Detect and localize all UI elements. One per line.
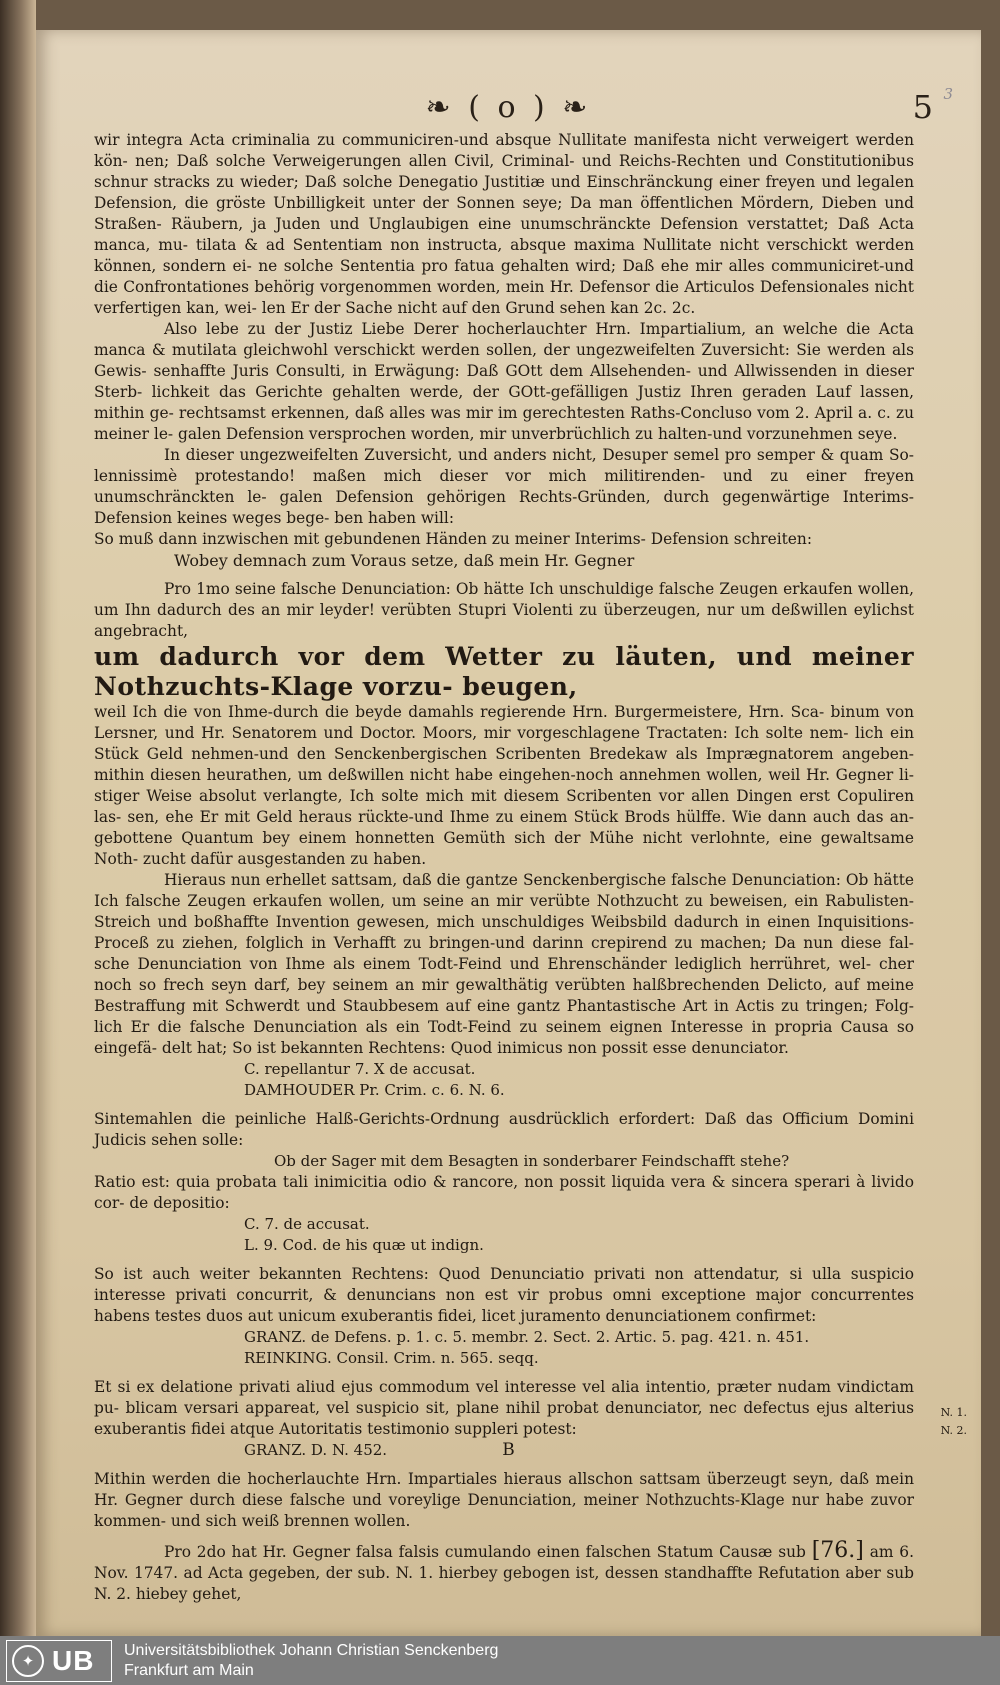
library-name	[124, 1641, 498, 1681]
paragraph-7: weil Ich die von Ihme-durch die beyde damahls regierende Hrn. Burgermeistere, Hrn. Sca- binum von Lersner, und Hr. Senatorem und Doctor. Moors, mir vorgeschlagene Tractaten: Ich solte nem- lich ein Stück Geld nehmen-und den Senckenbergischen Scribenten Bredekaw als Imprægnatorem angeben- mithin diesen heurathen, um deßwillen nicht habe eingehen-noch annehmen wollen, weil Hr. Gegner li- stiger Weise absolut verlangte, Ich solte mich mit diesem Scribenten vor allen Dingen erst Copuliren las- sen, ehe Er mit Geld heraus rückte-und Ihme zu einem Stück Brods hülffe. Wie dann auch das an- gebottene Quantum bey einem honnetten Gemüth sich der Mühe nicht verlohnte, eine gewaltsame Noth- zucht dafür ausgestanden zu haben.	[94, 703, 914, 868]
citation-4: L. 9. Cod. de his quæ ut indign.	[244, 1236, 484, 1254]
logo-text: UB	[52, 1645, 95, 1676]
library-footer-bar	[0, 1636, 1000, 1685]
page-number: 5	[912, 88, 933, 126]
paragraph-11: Ratio est: quia probata tali inimicitia odio & rancore, non possit liquida vera & sincera sperari à livido cor- de depositio:	[94, 1173, 914, 1212]
document-page	[36, 30, 981, 1636]
emphasis-heading: um dadurch vor dem Wetter zu läuten, und meiner Nothzuchts-Klage vorzu- beugen,	[94, 642, 914, 701]
pencil-annotation: 3	[943, 85, 953, 103]
bracket-number: [76.]	[811, 1538, 864, 1563]
paragraph-9: Sintemahlen die peinliche Halß-Gerichts-Ordnung ausdrücklich erfordert: Daß das Officium Domini Judicis sehen solle:	[94, 1110, 914, 1149]
paragraph-6: Pro 1mo seine falsche Denunciation: Ob hätte Ich unschuldige falsche Zeugen erkaufen wollen, um Ihn dadurch des an mir leyder! verübten Stupri Violenti zu überzeugen, nur um deßwillen eylichst angebracht,	[94, 580, 914, 640]
book-spine-edge	[0, 0, 36, 1636]
ub-logo[interactable]	[6, 1640, 112, 1682]
page-header-ornament: ❧ ( o ) ❧	[425, 90, 592, 125]
paragraph-2: Also lebe zu der Justiz Liebe Derer hocherlauchter Hrn. Impartialium, an welche die Acta manca & mutilata gleichwohl verschickt werden sollen, der ungezweifelten Zuversicht: Sie werden als Gewis- senhaffte Juris Consulti, in Erwägung: Daß GOtt dem Allsehenden- und Allwissenden in dieser Sterb- lichkeit das Gerichte gehalten werde, der GOtt-gefälligen Justiz Ihren geraden Lauf lassen, mithin ge- rechtsamst erkennen, daß alles was mir im gerechtesten Raths-Concluso vom 2. April a. c. zu meiner le- galen Defension versprochen worden, mir unverbrüchlich zu halten-und vorzunehmen seye.	[94, 320, 914, 443]
signature-mark: B	[502, 1440, 515, 1460]
paragraph-13: Et si ex delatione privati aliud ejus commodum vel interesse vel alia intentio, præter nudam vindictam pu- blicam versari appareat, vel suspicio sit, plane nihil probat denunciator, nec defectus ejus alterius exuberantis fidei atque Autoritatis testimonio suppleri potest:	[94, 1378, 914, 1438]
paragraph-4: So muß dann inzwischen mit gebundenen Händen zu meiner Interims- Defension schreiten:	[94, 530, 813, 548]
paragraph-15-text: Pro 2do hat Hr. Gegner falsa falsis cumulando einen falschen Statum Causæ sub	[164, 1543, 806, 1561]
library-line-1: Universitätsbibliothek Johann Christian Senckenberg	[124, 1642, 499, 1659]
paragraph-10: Ob der Sager mit dem Besagten in sonderbarer Feindschafft stehe?	[274, 1152, 790, 1170]
paragraph-8: Hieraus nun erhellet sattsam, daß die gantze Senckenbergische falsche Denunciation: Ob hätte Ich falsche Zeugen erkaufen wollen, um seine an mir verübte Nothzucht zu beweisen, ein Rabulisten- Streich und boßhaffte Invention gewesen, mich unschuldiges Weibsbild dadurch in einen Inquisitions- Proceß zu ziehen, folglich in Verhafft zu bringen-und darinn crepirend zu machen; Da nun diese fal- sche Denunciation von Ihme als einem Todt-Feind und Ehrenschänder lediglich herrühret, wel- cher noch so frech seyn darf, bey seinem an mir gewalthätig verübten halßbrechenden Delicto, auf meine Bestraffung mit Schwerdt und Staubbesem auf eine gantz Phantastische Art in Actis zu tringen; Folg- lich Er die falsche Denunciation als ein Todt-Feind zu seinem eignen Interesse in propria Causa so eingefä- delt hat; So ist bekannten Rechtens: Quod inimicus non possit esse denunciator.	[94, 871, 914, 1057]
library-line-2: Frankfurt am Main	[124, 1662, 254, 1679]
paragraph-1: wir integra Acta criminalia zu communiciren-und absque Nullitate manifesta nicht verweigert werden kön- nen; Daß solche Verweigerungen allen Civil, Criminal- und Reichs-Rechten und Constitutionibus schnur stracks zu wieder; Daß solche Denegatio Justitiæ und Einschränckung einer freyen und legalen Defension, die gröste Unbilligkeit unter der Sonnen seye; Da man öffentlichen Mördern, Dieben und Straßen- Räubern, ja Juden und Unglaubigen eine unumschränckte Defension verstattet; Daß Acta manca, mu- tilata & ad Sententiam non instructa, absque maxima Nullitate nicht verschickt werden können, sondern ei- ne solche Sententia pro fatua gehalten wird; Daß ehe mir alles communiciret-und die Confrontationes behörig vorgenommen worden, mein Hr. Defensor die Articulos Defensionales nicht verfertigen kan, wei- len Er der Sache nicht auf den Grund sehen kan 2c. 2c.	[94, 131, 914, 317]
margin-note-2: N. 2.	[940, 1424, 967, 1437]
paragraph-14: Mithin werden die hocherlauchte Hrn. Impartiales hieraus allschon sattsam überzeugt seyn, daß mein Hr. Gegner durch diese falsche und voreylige Denunciation, meiner Nothzuchts-Klage nur habe zuvor kommen- und sich weiß brennen wollen.	[94, 1470, 914, 1530]
citation-7: GRANZ. D. N. 452.	[244, 1441, 388, 1459]
paragraph-5: Wobey demnach zum Voraus setze, daß mein Hr. Gegner	[174, 551, 635, 570]
paragraph-12: So ist auch weiter bekannten Rechtens: Quod Denunciatio privati non attendatur, si ulla suspicio interesse privati concurrit, & denuncians non est vir probus omni exceptione major concurrentes habens testes duos aut unicum exuberantis fidei, licet juramento denunciationem confirmet:	[94, 1265, 914, 1325]
margin-note-1: N. 1.	[940, 1406, 967, 1419]
paragraph-3: In dieser ungezweifelten Zuversicht, und anders nicht, Desuper semel pro semper & quam So- lennissimè protestando! maßen mich dieser vor mich militirenden- und zu einer freyen unumschränckten le- galen Defension gehörigen Rechts-Gründen, durch gegenwärtige Interims-Defension keines weges bege- ben haben will:	[94, 446, 914, 527]
citation-5: GRANZ. de Defens. p. 1. c. 5. membr. 2. Sect. 2. Artic. 5. pag. 421. n. 451.	[244, 1328, 810, 1346]
paragraph-15	[94, 1540, 914, 1605]
paragraph-16-text: am 6. Nov. 1747. ad Acta gegeben, der sub. N. 1. hierbey gebogen ist, dessen standhaffte Refutation aber sub N. 2. hiebey gehet,	[94, 1543, 914, 1603]
citation-2: DAMHOUDER Pr. Crim. c. 6. N. 6.	[244, 1081, 505, 1099]
citation-6: REINKING. Consil. Crim. n. 565. seqq.	[244, 1349, 539, 1367]
citation-1: C. repellantur 7. X de accusat.	[244, 1060, 476, 1078]
seal-icon: ✦	[12, 1645, 44, 1677]
citation-3: C. 7. de accusat.	[244, 1215, 370, 1233]
document-body	[94, 130, 914, 1605]
